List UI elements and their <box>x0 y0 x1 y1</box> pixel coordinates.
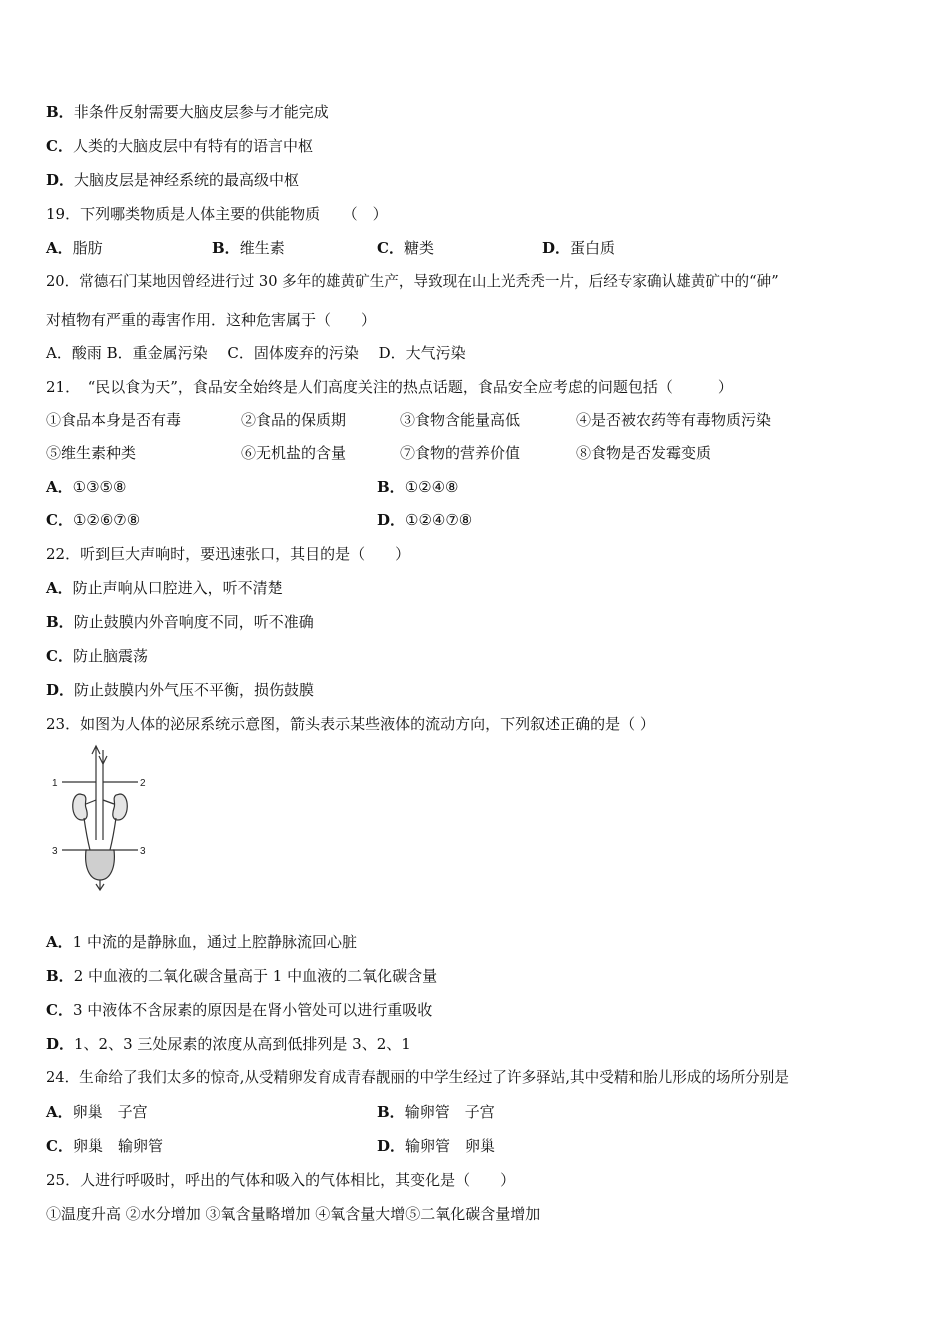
option-text: 糖类 <box>403 239 434 257</box>
option-label: C． <box>46 511 73 529</box>
q25-stem: 25．人进行呼吸时，呼出的气体和吸入的气体相比，其变化是（ ） <box>46 1171 516 1189</box>
option-label: B． <box>46 613 74 631</box>
option-label: A． <box>46 933 73 951</box>
q19-option-d <box>542 238 615 258</box>
option-text: ①②④⑦⑧ <box>405 511 473 529</box>
option-text: 卵巢 子宫 <box>72 1103 148 1121</box>
option-label: C． <box>46 647 73 665</box>
option-text: ①②⑥⑦⑧ <box>72 511 141 529</box>
q21-item-4: ④是否被农药等有毒物质污染 <box>576 411 772 429</box>
option-label: C． <box>46 137 73 155</box>
option-label: D． <box>542 239 571 257</box>
label-2: 2 <box>140 778 146 789</box>
option-text: 防止脑震荡 <box>72 647 148 665</box>
option-label: D． <box>377 511 406 529</box>
q24-option-c <box>46 1136 163 1156</box>
option-text: ①②④⑧ <box>404 478 459 496</box>
option-text: ①③⑤⑧ <box>72 478 127 496</box>
right-renal-vessel <box>103 800 114 804</box>
option-text: 维生素 <box>239 239 285 257</box>
q21-item-7: ⑦食物的营养价值 <box>400 444 521 462</box>
label-3-right: 3 <box>140 846 146 857</box>
option-text: 防止声响从口腔进入，听不清楚 <box>72 579 283 597</box>
option-label: A． <box>46 478 73 496</box>
q19-option-a <box>46 238 103 258</box>
option-text: 人类的大脑皮层中有特有的语言中枢 <box>72 137 313 155</box>
q21-option-d <box>377 510 472 530</box>
q21-option-a <box>46 477 126 497</box>
option-label: D． <box>46 1035 75 1053</box>
q21-item-5: ⑤维生素种类 <box>46 444 137 462</box>
option-label: D． <box>46 171 75 189</box>
option-label: B． <box>46 967 74 985</box>
option-text: 卵巢 输卵管 <box>72 1137 163 1155</box>
option-label: A． <box>46 239 73 257</box>
option-text: 输卵管 子宫 <box>404 1103 495 1121</box>
option-text: 输卵管 卵巢 <box>405 1137 496 1155</box>
q25-items: ①温度升高 ②水分增加 ③氧含量略增加 ④氧含量大增⑤二氧化碳含量增加 <box>46 1205 541 1223</box>
option-label: A． <box>46 579 73 597</box>
q22-option-b <box>46 612 314 632</box>
q18-option-c <box>46 136 313 156</box>
option-text: 3 中液体不含尿素的原因是在肾小管处可以进行重吸收 <box>72 1001 433 1019</box>
option-label: B． <box>212 239 240 257</box>
q23-option-a <box>46 932 357 952</box>
q21-item-1: ①食品本身是否有毒 <box>46 411 182 429</box>
q20-stem-line-1: 20．常德石门某地因曾经进行过 30 多年的雄黄矿生产，导致现在山上光秃秃一片，后经专家确认雄黄矿中的“砷” <box>46 273 779 290</box>
option-label: B． <box>46 103 74 121</box>
q23-stem: 23．如图为人体的泌尿系统示意图，箭头表示某些液体的流动方向，下列叙述正确的是（ ） <box>46 715 655 733</box>
q24-option-a <box>46 1102 148 1122</box>
q22-stem: 22．听到巨大声响时，要迅速张口，其目的是（ ） <box>46 545 411 563</box>
q21-item-3: ③食物含能量高低 <box>400 411 521 429</box>
option-label: A． <box>46 1103 73 1121</box>
q18-option-d <box>46 170 299 190</box>
q20-options: A．酸雨 B．重金属污染 C．固体废弃的污染 D．大气污染 <box>46 344 466 362</box>
right-ureter <box>110 818 116 850</box>
option-text: 2 中血液的二氧化碳含量高于 1 中血液的二氧化碳含量 <box>73 967 438 985</box>
option-label: B． <box>377 1103 405 1121</box>
label-1: 1 <box>52 778 58 789</box>
q22-option-d <box>46 680 314 700</box>
right-kidney <box>113 794 127 820</box>
option-text: 脂肪 <box>72 239 103 257</box>
q23-option-d <box>46 1034 411 1054</box>
q21-option-b <box>377 477 458 497</box>
option-label: C． <box>377 239 404 257</box>
left-kidney <box>73 794 87 820</box>
option-label: C． <box>46 1001 73 1019</box>
q21-item-8: ⑧食物是否发霉变质 <box>576 444 712 462</box>
option-text: 防止鼓膜内外气压不平衡，损伤鼓膜 <box>74 681 315 699</box>
option-label: D． <box>46 681 75 699</box>
option-label: D． <box>377 1137 406 1155</box>
option-text: 蛋白质 <box>570 239 616 257</box>
q18-option-b <box>46 102 329 122</box>
option-label: B． <box>377 478 405 496</box>
q24-option-b <box>377 1102 495 1122</box>
option-text: 1 中流的是静脉血，通过上腔静脉流回心脏 <box>72 933 357 951</box>
bladder <box>86 850 115 880</box>
option-text: 1、2、3 三处尿素的浓度从高到低排列是 3、2、1 <box>74 1035 411 1053</box>
q24-stem: 24．生命给了我们太多的惊奇,从受精卵发育成青春靓丽的中学生经过了许多驿站,其中受精和胎儿形成的场所分别是 <box>46 1069 789 1086</box>
q21-item-6: ⑥无机盐的含量 <box>241 444 347 462</box>
q19-option-b <box>212 238 285 258</box>
left-renal-vessel <box>86 800 96 804</box>
label-3-left: 3 <box>52 846 58 857</box>
option-text: 防止鼓膜内外音响度不同，听不准确 <box>73 613 314 631</box>
q23-option-c <box>46 1000 432 1020</box>
left-ureter <box>84 818 90 850</box>
option-label: C． <box>46 1137 73 1155</box>
q21-item-2: ②食品的保质期 <box>241 411 347 429</box>
q21-stem: 21． “民以食为天”，食品安全始终是人们高度关注的热点话题，食品安全应考虑的问题包括（ ） <box>46 378 733 396</box>
urinary-system-diagram <box>50 742 150 892</box>
q22-option-c <box>46 646 148 666</box>
q20-stem-line-2: 对植物有严重的毒害作用．这种危害属于（ ） <box>46 311 377 329</box>
q23-option-b <box>46 966 437 986</box>
q19-stem: 19．下列哪类物质是人体主要的供能物质 （ ） <box>46 205 388 223</box>
q22-option-a <box>46 578 283 598</box>
option-text: 非条件反射需要大脑皮层参与才能完成 <box>73 103 329 121</box>
q21-option-c <box>46 510 140 530</box>
q24-option-d <box>377 1136 495 1156</box>
option-text: 大脑皮层是神经系统的最高级中枢 <box>74 171 300 189</box>
q19-option-c <box>377 238 434 258</box>
